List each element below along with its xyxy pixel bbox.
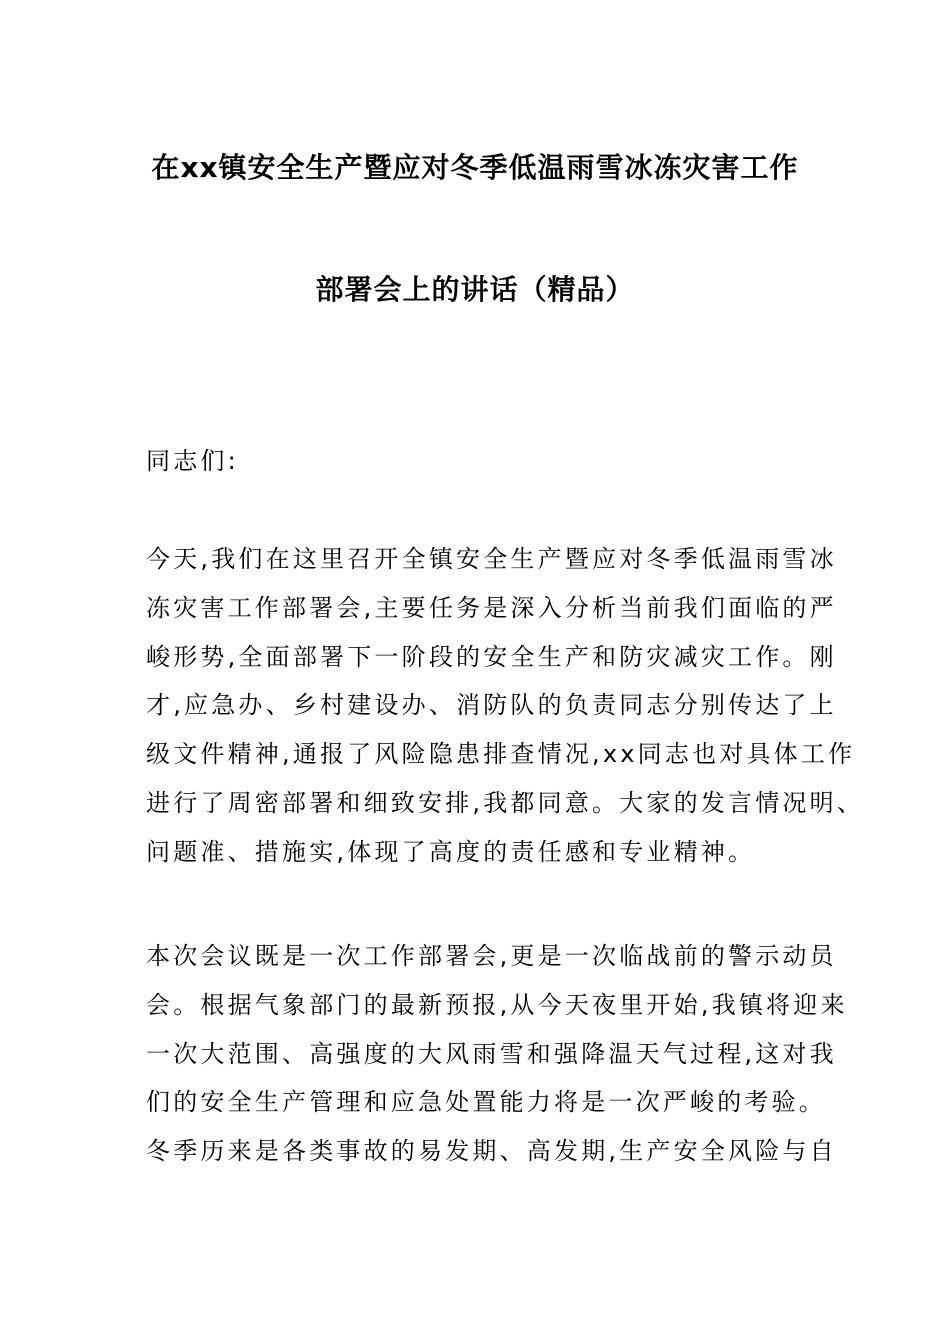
paragraph-line: 今天,我们在这里召开全镇安全生产暨应对冬季低温雨雪冰	[146, 545, 837, 573]
paragraph-line: 级文件精神,通报了风险隐患排查情况,xx同志也对具体工作	[146, 740, 856, 769]
paragraph-line: 们的安全生产管理和应急处置能力将是一次严峻的考验。	[146, 1088, 826, 1117]
paragraph-line: 问题准、措施实,体现了高度的责任感和专业精神。	[146, 837, 756, 866]
paragraph-line: 峻形势,全面部署下一阶段的安全生产和防灾减灾工作。刚	[146, 642, 837, 671]
paragraph-1	[146, 535, 865, 877]
document-title-line-2: 部署会上的讲话（精品）	[315, 273, 635, 306]
paragraph-line: 冻灾害工作部署会,主要任务是深入分析当前我们面临的严	[146, 593, 837, 622]
paragraph-line: 冬季历来是各类事故的易发期、高发期,生产安全风险与自	[146, 1137, 837, 1166]
paragraph-line: 才,应急办、乡村建设办、消防队的负责同志分别传达了上	[146, 691, 837, 720]
paragraph-line: 本次会议既是一次工作部署会,更是一次临战前的警示动员	[146, 942, 837, 970]
paragraph-line: 会。根据气象部门的最新预报,从今天夜里开始,我镇将迎来	[146, 990, 848, 1019]
paragraph-2	[146, 932, 848, 1176]
document-title-line-1: 在xx镇安全生产暨应对冬季低温雨雪冰冻灾害工作	[151, 151, 799, 184]
paragraph-line: 进行了周密部署和细致安排,我都同意。大家的发言情况明、	[146, 788, 865, 817]
paragraph-line: 一次大范围、高强度的大风雨雪和强降温天气过程,这对我	[146, 1039, 837, 1068]
salutation: 同志们:	[146, 447, 239, 475]
